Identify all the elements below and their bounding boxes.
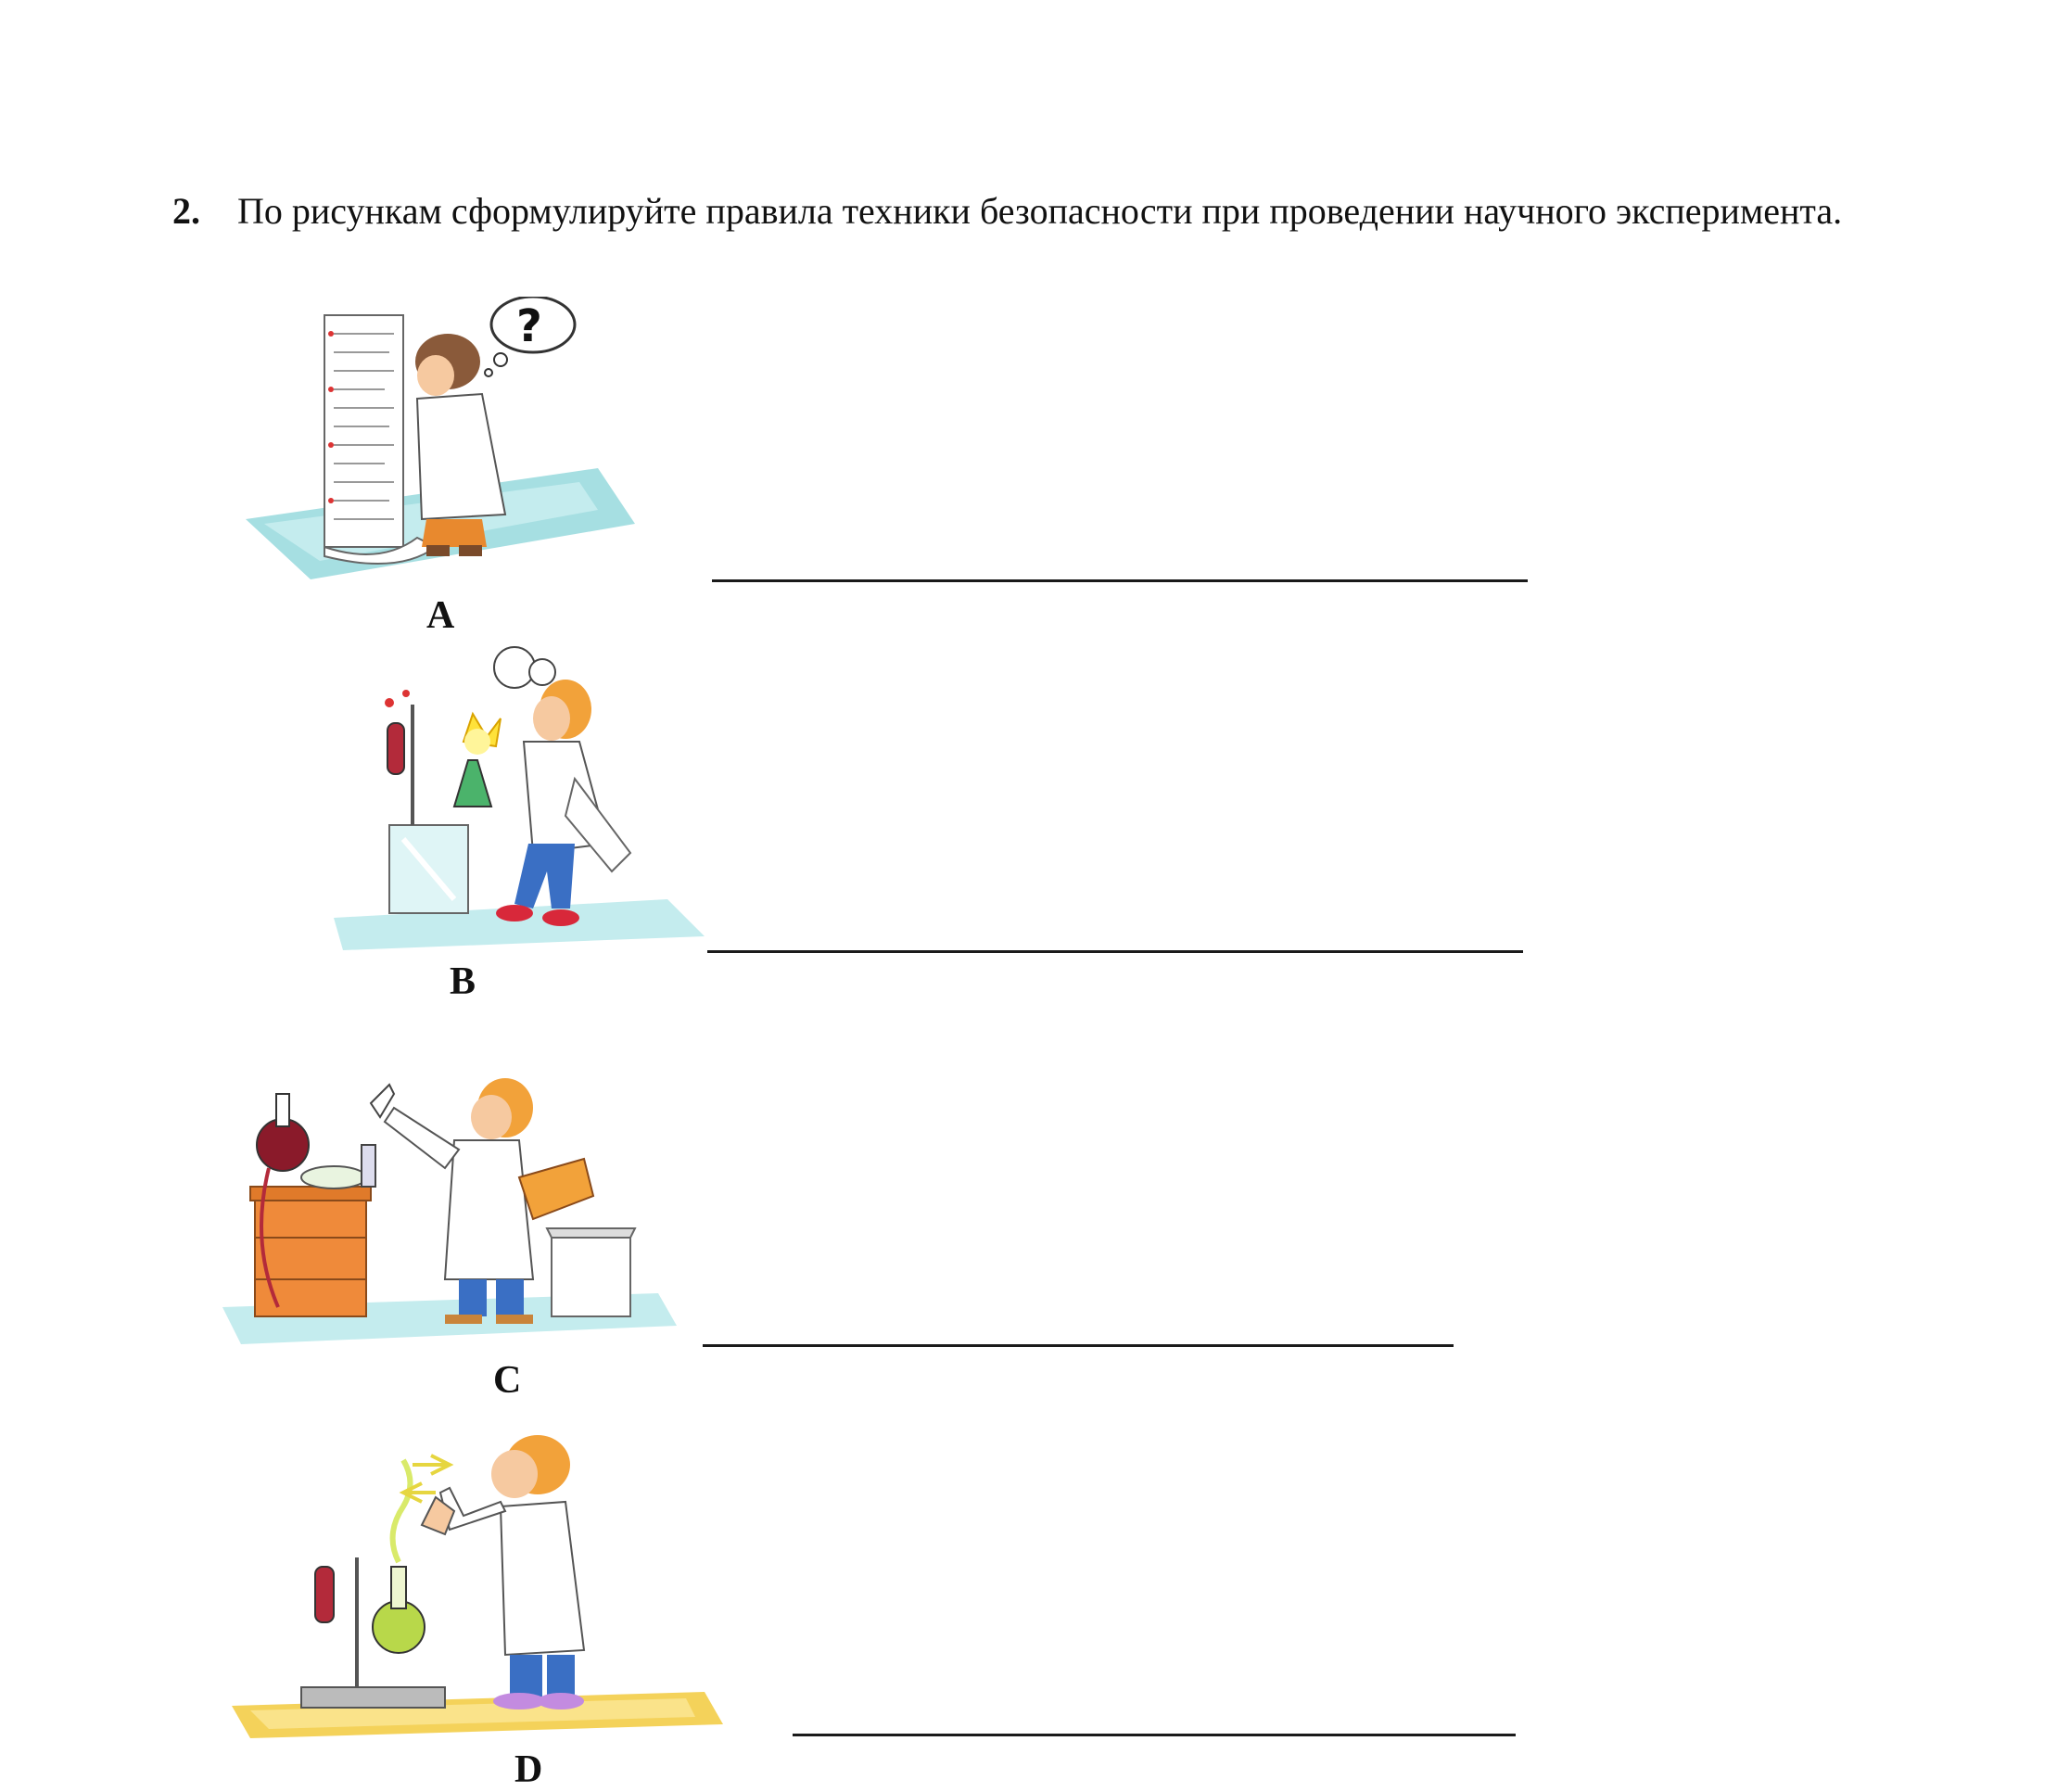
illustration-c (213, 1057, 677, 1354)
scientist-reading-scroll-icon (227, 297, 635, 584)
scientist-wafting-fumes-icon (232, 1418, 723, 1743)
label-d: D (514, 1748, 543, 1791)
label-b: B (450, 960, 476, 1003)
illustration-d (232, 1418, 723, 1743)
answer-line-b[interactable] (707, 950, 1523, 953)
label-a: A (426, 594, 455, 637)
scientist-pouring-reading-icon (213, 1057, 677, 1354)
svg-text:?: ? (516, 300, 542, 352)
task-text: По рисункам сформулируйте правила техники безопасности при проведении научного эксперимента. (237, 190, 1843, 232)
answer-line-c[interactable] (703, 1344, 1454, 1347)
scientist-startled-flask-icon (315, 640, 714, 955)
label-c: C (493, 1359, 522, 1402)
illustration-b (315, 640, 714, 955)
answer-line-d[interactable] (793, 1734, 1516, 1736)
illustration-a (227, 297, 635, 584)
answer-line-a[interactable] (712, 579, 1528, 582)
task-number: 2. (172, 190, 200, 232)
